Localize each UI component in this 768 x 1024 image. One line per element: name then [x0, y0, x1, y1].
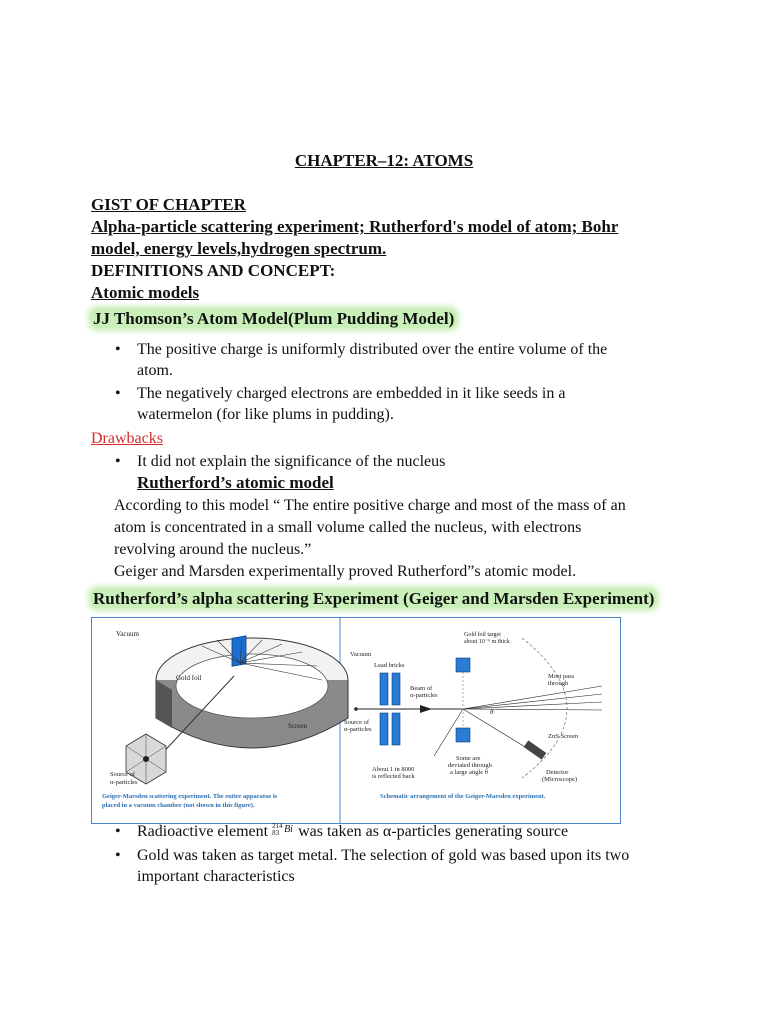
right-panel [344, 631, 602, 800]
lead-brick-top-left [380, 673, 388, 705]
rutherford-para-line-3: revolving around the nucleus.” [114, 541, 312, 558]
thomson-bullet-2: • The negatively charged electrons are embedded in it like seeds in a [137, 383, 565, 404]
isotope-notation: 214 83 Bi [272, 822, 293, 837]
rutherford-para-line-2: atom is concentrated in a small volume called the nucleus, with electrons [114, 519, 582, 536]
gold-target-bullet: • Gold was taken as target metal. The selection of gold was based upon its two [137, 845, 629, 866]
screen-label: Screen [288, 722, 308, 730]
right-caption: Schematic arrangement of the Geiger-Marsden experiment. [380, 793, 546, 800]
gold-target-label-2: about 10⁻⁶ m thick [464, 639, 510, 645]
thomson-bullet-1: • The positive charge is uniformly distributed over the entire volume of the [137, 339, 607, 360]
vacuum-label-right: Vacuum [350, 651, 372, 658]
lead-brick-top-right [392, 673, 400, 705]
source-dot [143, 756, 149, 762]
detector-label-2: (Microscope) [542, 776, 578, 783]
most-pass-label-2: through [548, 680, 569, 687]
experiment-heading: Rutherford’s alpha scattering Experiment (Geiger and Marsden Experiment) [93, 589, 655, 608]
thomson-bullet-2-cont: watermelon (for like plums in pudding). [137, 406, 394, 423]
thomson-heading: JJ Thomson’s Atom Model(Plum Pudding Model) [93, 309, 455, 328]
drawbacks-bullet-1: • It did not explain the significance of the nucleus [137, 451, 445, 472]
gold-target-bullet-cont: important characteristics [137, 868, 295, 885]
source-label-right-1: Source of [344, 719, 370, 726]
left-caption-line-1: Geiger-Marsden scattering experiment. The entire apparatus is [102, 793, 278, 800]
zns-screen-arc [522, 638, 567, 778]
detector-label-1: Detector [546, 769, 569, 776]
geiger-marsden-figure [91, 617, 621, 824]
reflected-label-1: About 1 in 8000 [372, 766, 415, 773]
deflected-paths [434, 686, 602, 756]
definitions-heading: DEFINITIONS AND CONCEPT: [91, 261, 336, 280]
thomson-bullet-1-cont: atom. [137, 362, 173, 379]
source-dot-right [354, 707, 358, 711]
vacuum-label-left: Vacuum [116, 630, 139, 638]
deviated-label-1: Some are [456, 755, 481, 762]
lead-brick-bottom-right [392, 713, 400, 745]
most-pass-label-1: Most pass [548, 673, 575, 680]
gold-target-top [456, 658, 470, 672]
rutherford-para-line-4: Geiger and Marsden experimentally proved Rutherford”s atomic model. [114, 563, 577, 580]
detector-microscope [524, 740, 547, 759]
drawbacks-label: Drawbacks [91, 430, 163, 447]
beam-label-2: α-particles [410, 692, 438, 699]
source-label-left-2: α-particles [110, 779, 138, 786]
radioactive-element-bullet: • Radioactive element 214 83 Bi was taken as α-particles generating source [137, 821, 568, 842]
beam-arrow [420, 705, 432, 713]
source-label-right-2: α-particles [344, 726, 372, 733]
gold-foil-label: Gold foil [176, 674, 202, 682]
rutherford-para-line-1: According to this model “ The entire positive charge and most of the mass of an [114, 497, 626, 514]
theta-label: θ [490, 708, 494, 716]
zns-screen-label: ZnS Screen [548, 733, 579, 740]
deviated-label-3: a large angle θ [450, 769, 488, 776]
left-caption-line-2: placed in a vacuum chamber (not shown in this figure). [102, 802, 255, 809]
beam-label-1: Beam of [410, 685, 433, 692]
reflected-label-2: is reflected back [372, 773, 415, 780]
gist-line-1: Alpha-particle scattering experiment; Rutherford's model of atom; Bohr [91, 217, 619, 236]
experiment-diagram [92, 618, 620, 823]
gist-line-2: model, energy levels,hydrogen spectrum. [91, 239, 387, 258]
atomic-models-heading: Atomic models [91, 283, 200, 302]
source-label-left-1: Source of [110, 771, 136, 778]
gold-target-bottom [456, 728, 470, 742]
left-panel [102, 630, 348, 809]
deviated-label-2: deviated through [448, 762, 492, 769]
gist-heading: GIST OF CHAPTER [91, 195, 246, 214]
lead-bricks-label: Lead bricks [374, 662, 405, 669]
page-title: CHAPTER–12: ATOMS [294, 151, 474, 170]
rutherford-heading: Rutherford’s atomic model [137, 473, 334, 492]
gold-target-label-1: Gold foil target [464, 632, 501, 638]
lead-brick-bottom-left [380, 713, 388, 745]
